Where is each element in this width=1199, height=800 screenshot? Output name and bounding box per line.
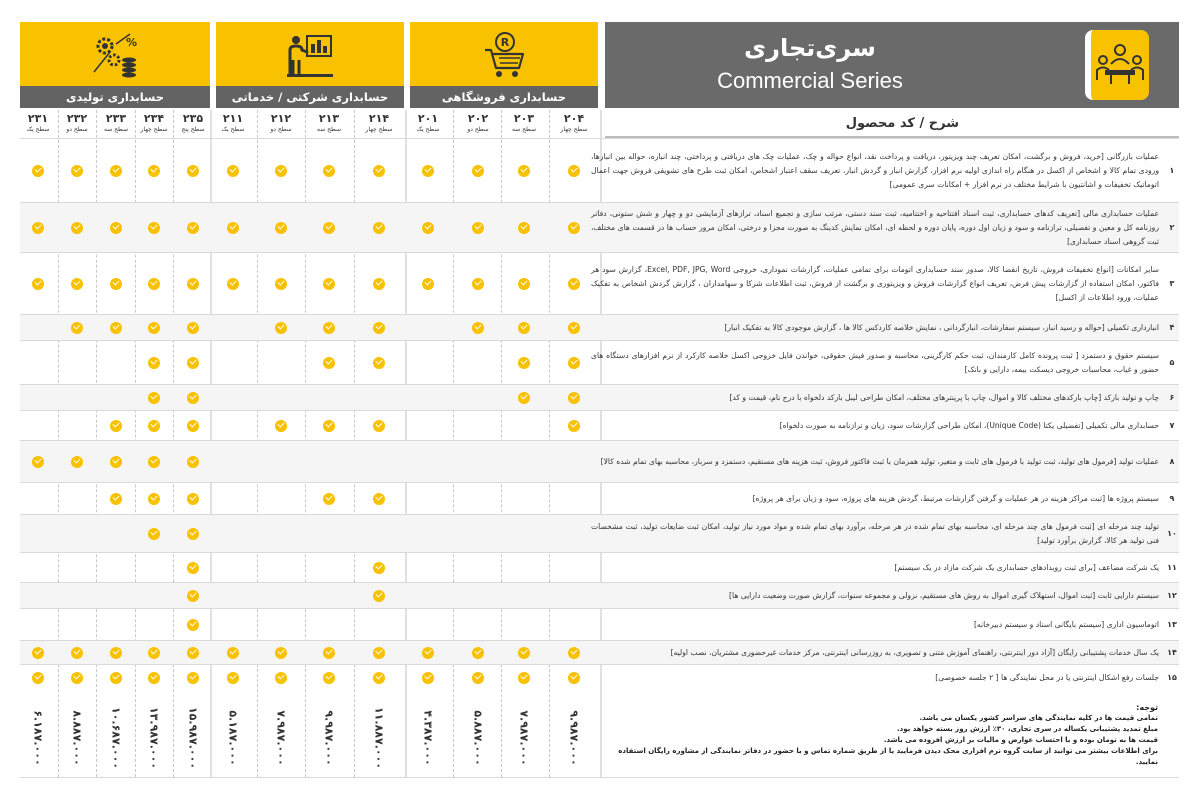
check-icon: [518, 357, 530, 369]
check-icon: [110, 647, 122, 659]
row-description: سیستم پروژه ها [ثبت مراکز هزینه در هر عملیات و گرفتن گزارشات مرتبط، گردش هزینه های پروژه، سود و زیان برای هر پروژه]: [752, 493, 1159, 503]
check-icon: [71, 165, 83, 177]
column-header: [360, 112, 398, 134]
check-icon: [568, 647, 580, 659]
column-code: ۲۱۲: [270, 112, 292, 125]
check-icon: [227, 672, 239, 684]
column-price: [409, 700, 447, 776]
check-icon: [518, 165, 530, 177]
series-title-fa: سری‌تجاری: [744, 34, 876, 62]
price-value: ۵.۸۸۷.۰۰۰: [471, 710, 485, 766]
feature-row: [20, 138, 1179, 202]
row-description: چاپ و تولید بارکد [چاپ بارکدهای مختلف کالا و اموال، چاپ با پرینترهای مختلف، امکان طراحی لیبل بارکد دلخواه با درج نام، قیمت و کد]: [729, 392, 1159, 402]
row-number: ۶: [1169, 392, 1175, 402]
price-value: ۱۵.۹۸۷.۰۰۰: [186, 706, 200, 770]
check-icon: [110, 456, 122, 468]
check-icon: [32, 672, 44, 684]
column-header: [19, 112, 57, 134]
column-price: [135, 700, 173, 776]
check-icon: [568, 420, 580, 432]
notes-line: قیمت ها به تومان بوده و با احتساب عوارض و مالیات بر ارزش افزوده می باشد.: [883, 736, 1158, 744]
feature-row: [20, 410, 1179, 440]
group-company: [216, 22, 404, 108]
check-icon: [148, 357, 160, 369]
column-level: سطح سه: [104, 126, 128, 133]
column-level: سطح یک: [26, 126, 50, 133]
column-code: ۲۰۲: [467, 112, 489, 125]
column-code: ۲۱۱: [222, 112, 244, 125]
check-icon: [323, 322, 335, 334]
check-icon: [110, 493, 122, 505]
check-icon: [373, 278, 385, 290]
feature-row: [20, 514, 1179, 552]
group-production-label: حسابداری تولیدی: [20, 86, 210, 108]
feature-row: [20, 340, 1179, 384]
row-description: تولید چند مرحله ای [ثبت فرمول های چند مرحله ای، محاسبه بهای تمام شده در هر مرحله، برآورد بهای تمام شده و مواد مورد نیاز تولید، امکان ثبت ضایعات تولید، ثبت مشخصات فنی تولید هر کالا، گزارش برآورد تولید]: [591, 521, 1159, 545]
check-icon: [518, 322, 530, 334]
check-icon: [568, 278, 580, 290]
price-value: ۷.۹۸۷.۰۰۰: [517, 710, 531, 766]
check-icon: [275, 322, 287, 334]
check-icon: [568, 392, 580, 404]
check-icon: [568, 165, 580, 177]
check-icon: [187, 562, 199, 574]
column-header: [555, 112, 593, 134]
column-level: سطح دو: [270, 126, 292, 133]
check-icon: [275, 647, 287, 659]
check-icon: [187, 619, 199, 631]
column-code: ۲۳۲: [66, 112, 88, 125]
column-code: ۲۱۳: [318, 112, 340, 125]
price-value: ۹.۹۸۷.۰۰۰: [567, 710, 581, 766]
column-code: ۲۱۴: [368, 112, 390, 125]
check-icon: [422, 647, 434, 659]
check-icon: [148, 165, 160, 177]
column-price: [555, 700, 593, 776]
price-value: ۱۱.۸۸۷.۰۰۰: [372, 706, 386, 770]
check-icon: [187, 222, 199, 234]
gears-coins-icon: [90, 30, 140, 80]
row-description: اتوماسیون اداری [سیستم بایگانی اسناد و سیستم دبیرخانه]: [973, 619, 1159, 629]
row-description: سیستم دارایی ثابت [ثبت اموال، استهلاک گیری اموال به روش های مستقیم، نزولی و مجموعه سنوات، گزارش صورت وضعیت دارایی ها]: [729, 590, 1159, 600]
column-price: [97, 700, 135, 776]
check-icon: [187, 392, 199, 404]
check-icon: [518, 278, 530, 290]
check-icon: [110, 165, 122, 177]
feature-row: [20, 664, 1179, 690]
column-price: [58, 700, 96, 776]
row-number: ۱۴: [1167, 647, 1177, 657]
column-price: [459, 700, 497, 776]
row-number: ۷: [1169, 420, 1175, 430]
check-icon: [187, 528, 199, 540]
check-icon: [148, 528, 160, 540]
row-description: عملیات حسابداری مالی [تعریف کدهای حسابداری، ثبت اسناد افتتاحیه و اختتامیه، ثبت سند دستی، مرتب سازی و تجمیع اسناد، ترازهای آزمایشی دو و چهار و شش ستونی، دفاتر روزنامه کل و معین و تفصیلی، ترازنامه و سود و زیان اول دوره، پایان دوره و لحظه ای، امکان نمایش کدینگ به صورت مجزا و درختی، امکان مرور حساب ها در قسمت های مختلف، ثبت گروهی اسناد حسابداری]: [591, 208, 1159, 246]
column-price: [262, 700, 300, 776]
column-price: [19, 700, 57, 776]
row-description: یک سال خدمات پشتیبانی رایگان [آزاد دور اینترنتی، راهنمای آموزش متنی و تصویری، به روزرسانی اینترنتی، مرکز خدمات غیرحضوری مشتریان، نصب اولیه]: [670, 647, 1159, 657]
column-header: [214, 112, 252, 134]
check-icon: [110, 672, 122, 684]
check-icon: [373, 420, 385, 432]
check-icon: [422, 672, 434, 684]
check-icon: [323, 420, 335, 432]
check-icon: [187, 456, 199, 468]
check-icon: [275, 278, 287, 290]
feature-row: [20, 640, 1179, 664]
check-icon: [71, 672, 83, 684]
row-description: سایر امکانات [انواع تخفیفات فروش، تاریخ انقضا کالا، صدور سند حسابداری اتومات برای تمامی عملیات، گزارشات نموداری، خروجی Excel, PDF, JPG, Word، گزارش سود هر فاکتور، امکان استفاده از گزارشات پیش فرض، تعریف انواع گزارشات فروش و ویزیتوری و برگشت از فروش، ثبت اطلاعات شرکا و سهامداران ، گزارش گردش اشخاص به تفکیک عملیات، ورود اطلاعات از اکسل]: [591, 264, 1160, 302]
column-level: سطح چهار: [560, 126, 588, 133]
column-price: [360, 700, 398, 776]
check-icon: [148, 493, 160, 505]
feature-row: [20, 582, 1179, 608]
check-icon: [32, 165, 44, 177]
check-icon: [472, 322, 484, 334]
check-icon: [32, 456, 44, 468]
check-icon: [110, 278, 122, 290]
check-icon: [187, 647, 199, 659]
column-header: [505, 112, 543, 134]
column-level: سطح یک: [221, 126, 245, 133]
row-number: ۱۲: [1167, 590, 1177, 600]
table-bottom-rule: [20, 777, 1179, 778]
feature-row: [20, 482, 1179, 514]
check-icon: [422, 165, 434, 177]
price-value: ۱۰.۶۸۷.۰۰۰: [109, 706, 123, 770]
check-icon: [472, 672, 484, 684]
row-number: ۵: [1169, 357, 1175, 367]
column-code: ۲۳۴: [143, 112, 165, 125]
check-icon: [568, 357, 580, 369]
svg-text:R: R: [500, 36, 510, 49]
column-level: سطح دو: [66, 126, 88, 133]
row-number: ۱۳: [1167, 619, 1177, 629]
check-icon: [518, 392, 530, 404]
row-description: انبارداری تکمیلی [حواله و رسید انبار، سیستم سفارشات، انبارگردانی ، نمایش خلاصه کاردکس کالا ها ، گزارش موجودی کالا به تفکیک انبار]: [724, 322, 1159, 332]
check-icon: [518, 647, 530, 659]
check-icon: [187, 165, 199, 177]
column-code: ۲۰۴: [563, 112, 585, 125]
row-number: ۱۵: [1167, 672, 1177, 682]
check-icon: [373, 222, 385, 234]
check-icon: [472, 647, 484, 659]
check-icon: [187, 493, 199, 505]
price-value: ۸.۸۸۷.۰۰۰: [70, 710, 84, 766]
row-description: سیستم حقوق و دستمزد [ ثبت پرونده کامل کارمندان، ثبت حکم کارگزینی، محاسبه و صدور فیش حقوقی، خواندن فایل خروجی اکسل خلاصه کارکرد از نرم افزارهای دستگاه های حضور و غیاب، محاسبات خروجی دیسکت بیمه، دارایی و بانک]: [591, 350, 1159, 374]
check-icon: [323, 222, 335, 234]
row-number: ۲: [1169, 222, 1175, 232]
svg-text:%: %: [126, 36, 138, 49]
row-description: جلسات رفع اشکال اینترنتی یا در محل نمایندگی ها [ ۲ جلسه خصوصی]: [935, 672, 1159, 682]
check-icon: [227, 647, 239, 659]
column-level: سطح دو: [467, 126, 489, 133]
check-icon: [472, 222, 484, 234]
check-icon: [227, 278, 239, 290]
row-number: ۱۱: [1167, 562, 1177, 572]
check-icon: [110, 322, 122, 334]
check-icon: [323, 357, 335, 369]
check-icon: [148, 647, 160, 659]
check-icon: [373, 165, 385, 177]
notes-block: [606, 702, 1158, 768]
check-icon: [71, 322, 83, 334]
check-icon: [32, 647, 44, 659]
column-header: [58, 112, 96, 134]
check-icon: [518, 672, 530, 684]
feature-row: [20, 552, 1179, 582]
check-icon: [472, 278, 484, 290]
notes-line: مبلغ تمدید پشتیبانی یکساله در سری تجاری، ۳۰٪ ارزش روز بسته خواهد بود.: [897, 725, 1158, 733]
check-icon: [71, 222, 83, 234]
check-icon: [323, 278, 335, 290]
feature-row: [20, 608, 1179, 640]
check-icon: [187, 420, 199, 432]
row-description: یک شرکت مضاعف [برای ثبت رویدادهای حسابداری یک شرکت مازاد در یک سیستم]: [894, 562, 1159, 572]
check-icon: [187, 322, 199, 334]
series-title-banner: [605, 22, 1179, 108]
check-icon: [227, 165, 239, 177]
check-icon: [373, 493, 385, 505]
check-icon: [148, 456, 160, 468]
price-value: ۷.۹۸۷.۰۰۰: [274, 710, 288, 766]
check-icon: [187, 590, 199, 602]
feature-row: [20, 314, 1179, 340]
presenter-icon: [285, 30, 335, 80]
column-code: ۲۳۱: [27, 112, 49, 125]
price-value: ۶.۱۸۷.۰۰۰: [31, 710, 45, 766]
column-header: [135, 112, 173, 134]
check-icon: [187, 357, 199, 369]
check-icon: [323, 672, 335, 684]
column-level: سطح چهار: [365, 126, 393, 133]
check-icon: [110, 222, 122, 234]
notes-line: تمامی قیمت ها در کلیه نمایندگی های سراسر کشور یکسان می باشد.: [919, 714, 1158, 722]
column-price: [214, 700, 252, 776]
check-icon: [472, 165, 484, 177]
check-icon: [71, 456, 83, 468]
feature-row: [20, 384, 1179, 410]
column-code: ۲۳۵: [182, 112, 204, 125]
column-header: [409, 112, 447, 134]
shopping-cart-icon: [479, 30, 529, 80]
series-title-en: Commercial Series: [717, 68, 903, 93]
column-header: [459, 112, 497, 134]
check-icon: [148, 278, 160, 290]
check-icon: [323, 647, 335, 659]
group-production: [20, 22, 210, 108]
row-number: ۳: [1169, 278, 1175, 288]
description-header-label: شرح / کد محصول: [845, 116, 959, 131]
row-description: عملیات بازرگانی [خرید، فروش و برگشت، امکان تعریف چند ویزیتور، دریافت و پرداخت نقد، انواع حواله و چک، عملیات چک های دریافتی و پرداختی، چند انباره، حواله بین انبارها، ورودی تمام کالا و اشخاص از اکسل در هنگام راه اندازی اولیه نرم افزار، گزارش انبار و گردش انبار، تعریف سقف اعتبار اشخاص، امکان ثبت طرح های تشویقی فروش جهت اعمال اتوماتیک تخفیفات و اشانتیون با شرایط مختلف در نرم افزار + امکانات سری عمومی]: [591, 151, 1159, 189]
notes-heading: توجه:: [1136, 703, 1158, 712]
column-level: سطح چهار: [140, 126, 168, 133]
notes-line: برای اطلاعات بیشتر می توانید از سایت گروه نرم افزاری محک دیدن فرمایید یا از طریق شماره تماس و یا حضور در دفاتر نمایندگی از مشاوره رایگان استفاده نمایید.: [618, 747, 1158, 766]
check-icon: [568, 222, 580, 234]
check-icon: [373, 562, 385, 574]
check-icon: [568, 322, 580, 334]
row-description: حسابداری مالی تکمیلی [تفضیلی یکتا (Unique Code)، امکان طراحی گزارشات سود، زیان و ترازنامه به صورت دلخواه]: [779, 420, 1159, 430]
check-icon: [518, 222, 530, 234]
check-icon: [148, 222, 160, 234]
price-value: ۵.۱۸۷.۰۰۰: [226, 710, 240, 766]
column-price: [505, 700, 543, 776]
check-icon: [71, 278, 83, 290]
row-description: عملیات تولید [فرمول های تولید، ثبت تولید با فرمول های ثابت و متغیر، تولید همزمان با ثبت فاکتور فروش، ثبت هزینه های مستقیم، دستمزد و سربار، محاسبه بهای تمام شده کالا]: [600, 456, 1159, 466]
check-icon: [373, 672, 385, 684]
column-header: [310, 112, 348, 134]
price-value: ۹.۹۸۷.۰۰۰: [322, 710, 336, 766]
check-icon: [32, 278, 44, 290]
check-icon: [422, 278, 434, 290]
price-value: ۱۳.۹۸۷.۰۰۰: [147, 706, 161, 770]
check-icon: [187, 278, 199, 290]
check-icon: [32, 222, 44, 234]
group-retail: [410, 22, 598, 108]
check-icon: [373, 647, 385, 659]
column-level: سطح پنج: [181, 126, 205, 133]
feature-row: [20, 252, 1179, 314]
column-code: ۲۳۳: [105, 112, 127, 125]
check-icon: [275, 672, 287, 684]
column-header: [262, 112, 300, 134]
check-icon: [373, 322, 385, 334]
check-icon: [275, 222, 287, 234]
column-code: ۲۰۳: [513, 112, 535, 125]
check-icon: [148, 322, 160, 334]
column-price: [310, 700, 348, 776]
column-level: سطح سه: [512, 126, 536, 133]
check-icon: [71, 647, 83, 659]
price-value: ۴.۳۸۷.۰۰۰: [421, 710, 435, 766]
check-icon: [323, 165, 335, 177]
description-header: [605, 112, 1179, 138]
row-number: ۴: [1169, 322, 1175, 332]
column-level: سطح سه: [317, 126, 341, 133]
team-meeting-icon: [1085, 30, 1149, 100]
row-number: ۱۰: [1167, 528, 1177, 538]
check-icon: [148, 672, 160, 684]
column-code: ۲۰۱: [417, 112, 439, 125]
feature-row: [20, 440, 1179, 482]
check-icon: [227, 222, 239, 234]
check-icon: [148, 420, 160, 432]
check-icon: [373, 590, 385, 602]
check-icon: [568, 672, 580, 684]
row-number: ۱: [1169, 165, 1175, 175]
check-icon: [110, 420, 122, 432]
column-price: [174, 700, 212, 776]
group-company-label: حسابداری شرکتی / خدماتی: [216, 86, 404, 108]
check-icon: [373, 357, 385, 369]
check-icon: [323, 493, 335, 505]
column-header: [97, 112, 135, 134]
check-icon: [275, 420, 287, 432]
check-icon: [422, 222, 434, 234]
check-icon: [187, 672, 199, 684]
group-retail-label: حسابداری فروشگاهی: [410, 86, 598, 108]
check-icon: [275, 165, 287, 177]
feature-row: [20, 202, 1179, 252]
row-number: ۹: [1169, 493, 1175, 503]
row-number: ۸: [1169, 456, 1175, 466]
check-icon: [148, 392, 160, 404]
column-level: سطح یک: [416, 126, 440, 133]
column-header: [174, 112, 212, 134]
